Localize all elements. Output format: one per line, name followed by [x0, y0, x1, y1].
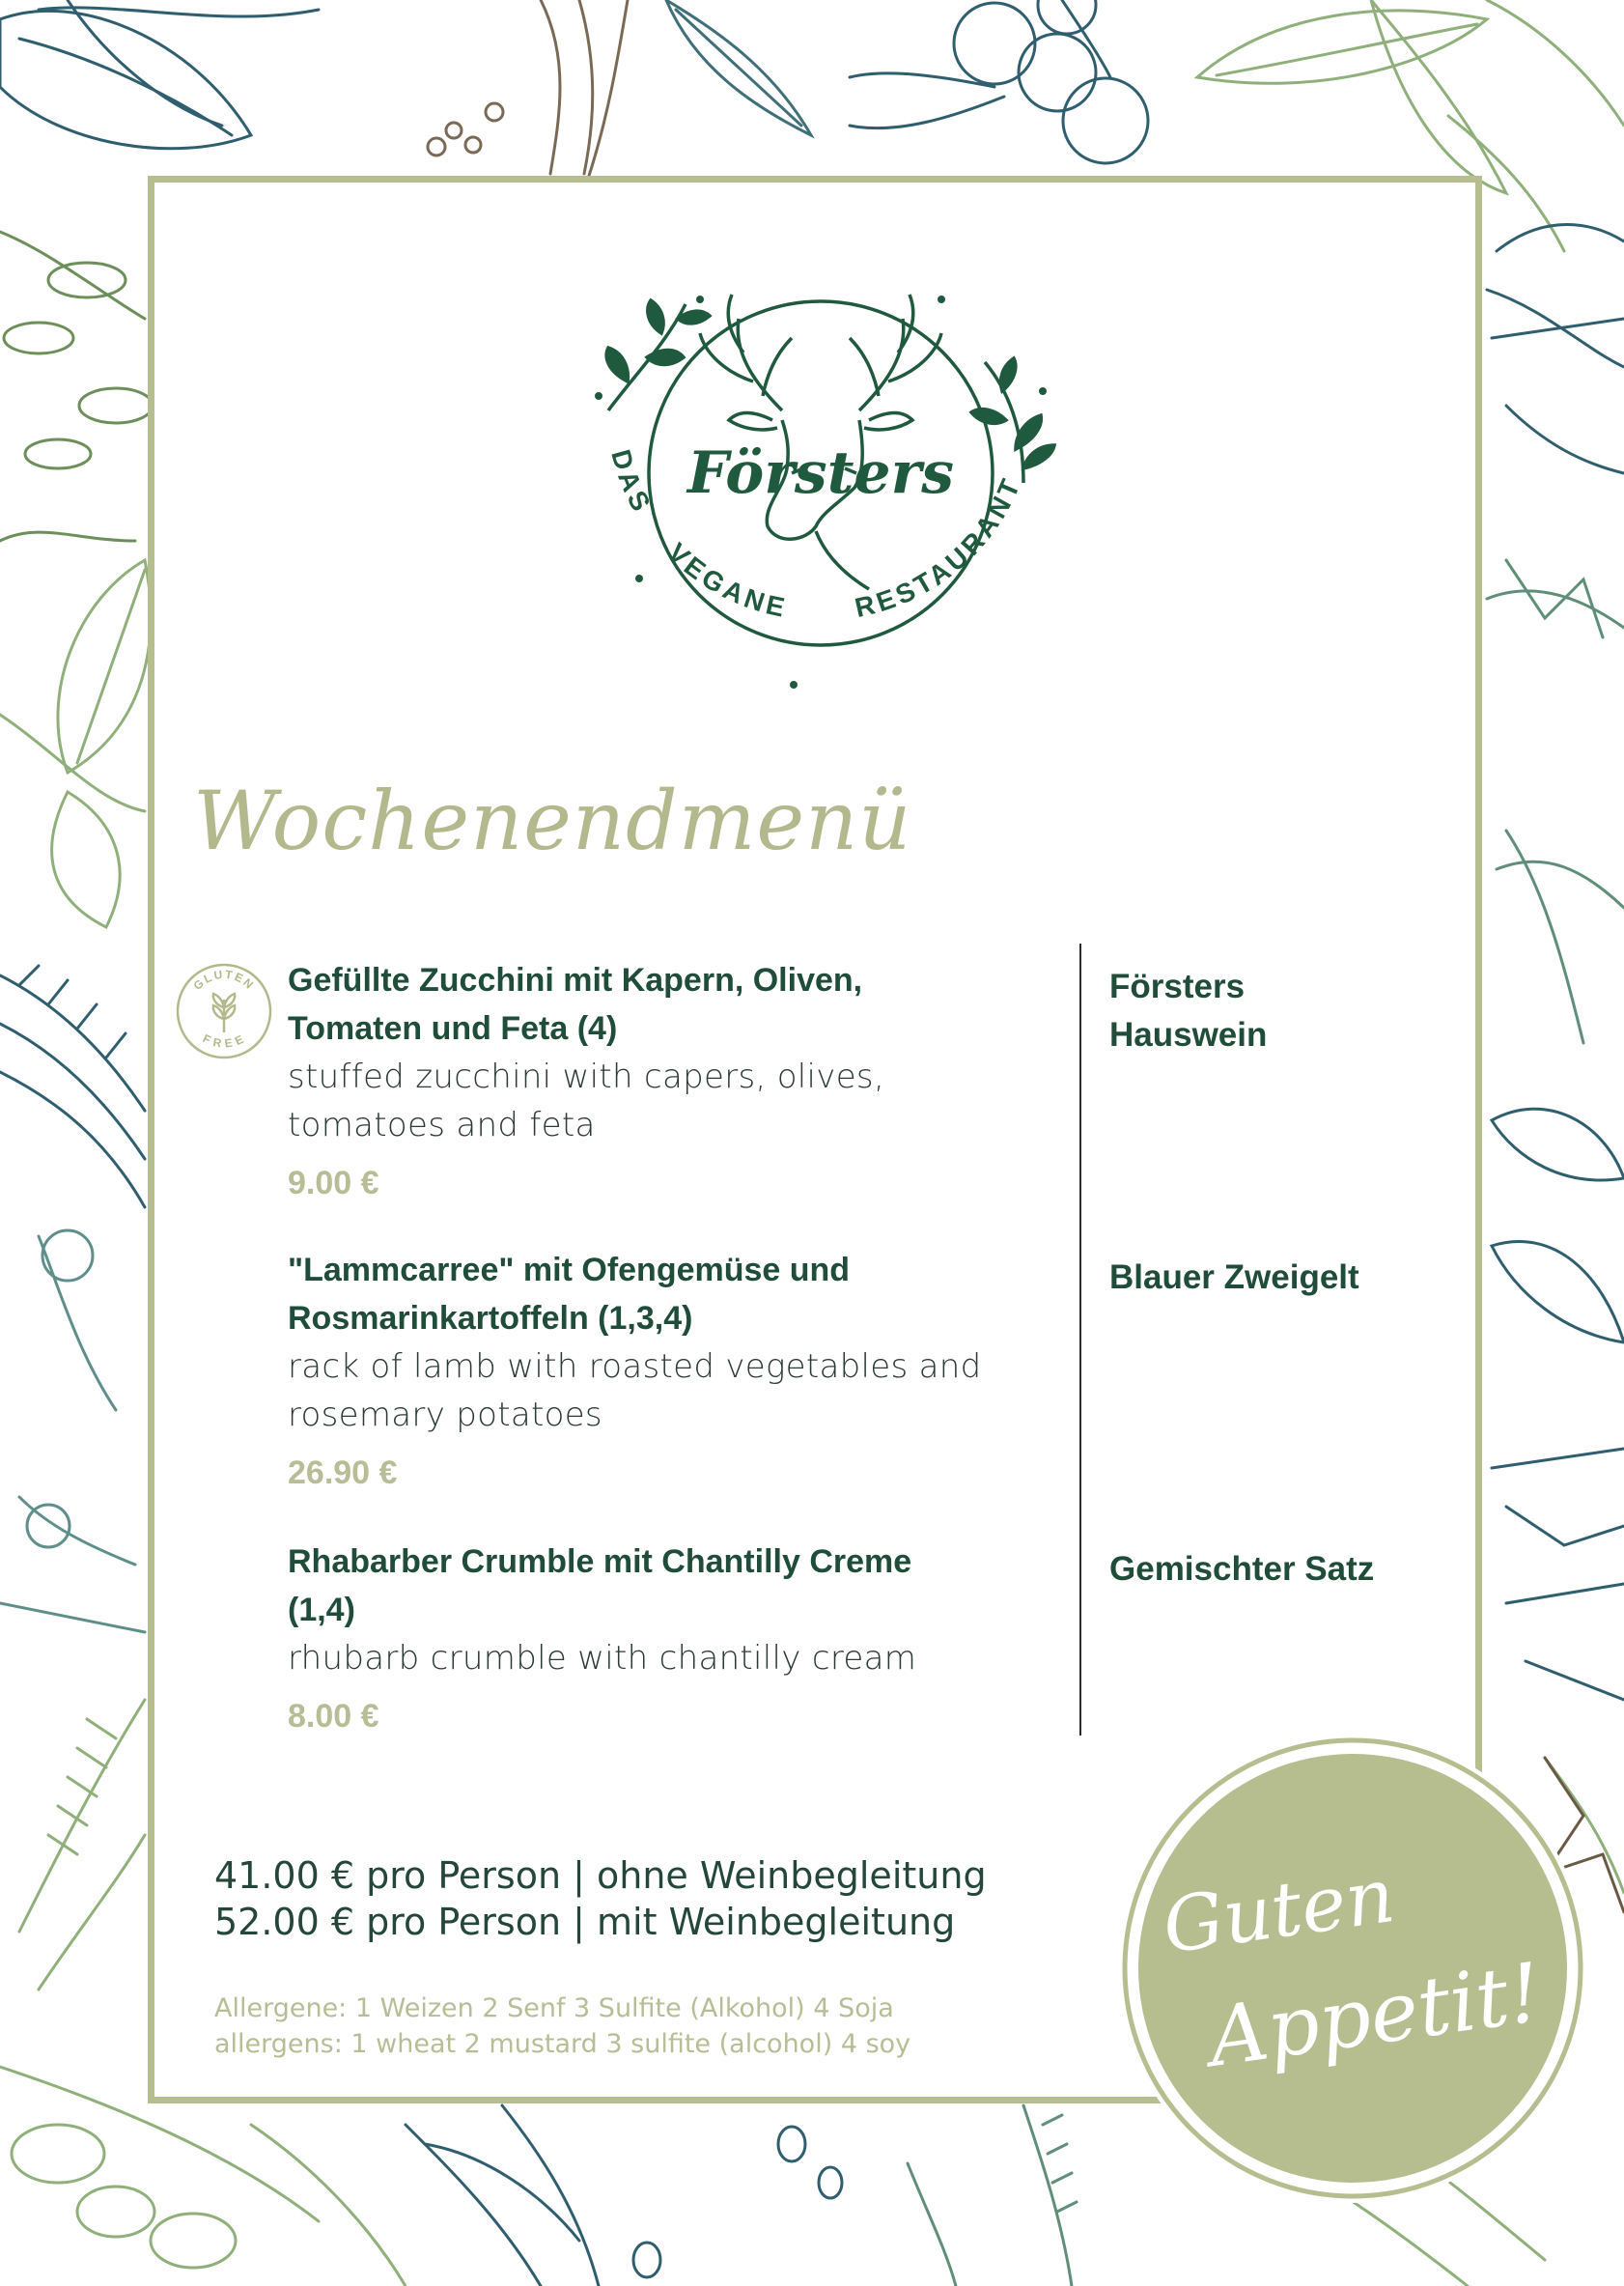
price-without-wine: 41.00 € pro Person | ohne Weinbegleitung: [214, 1854, 987, 1897]
stamp-text-appetit: Appetit!: [1202, 1944, 1548, 2085]
stamp-text-guten: Guten: [1158, 1851, 1400, 1971]
laurel-right-icon: [971, 358, 1054, 483]
dish-price: 26.90 €: [288, 1454, 398, 1491]
dish-name: Gefüllte Zucchini mit Kapern, Oliven, Tomaten und Feta (4): [288, 962, 863, 1047]
allergen-legend: [214, 1990, 1083, 2062]
price-with-wine: 52.00 € pro Person | mit Weinbegleitung: [214, 1901, 956, 1943]
guten-appetit-stamp: [1118, 1734, 1587, 2203]
wine-pairing: Blauer Zweigelt: [1109, 1258, 1359, 1296]
gluten-free-badge: [174, 961, 274, 1061]
root-decoration-top: [428, 0, 628, 176]
rosemary-decoration-left: [0, 966, 145, 1207]
menu-title: Wochenendmenü: [193, 774, 912, 868]
logo-ring-text-das: DAS: [605, 446, 658, 520]
dill-decoration-left: [0, 1230, 145, 1632]
leaf-decoration-left-middle: [0, 560, 151, 927]
column-divider: [1079, 944, 1081, 1736]
leaf-decoration-top-center: [666, 0, 811, 135]
leaf-decoration-top-left: [0, 0, 319, 149]
dish-price: 8.00 €: [288, 1698, 379, 1735]
badge-text-bottom: FREE: [200, 1031, 248, 1051]
herb-decoration-right-middle: [1487, 560, 1624, 1043]
leaf-decoration-left-upper: [0, 232, 153, 541]
wheat-icon: [213, 994, 235, 1032]
logo-ring-text-vegane: VEGANE: [661, 537, 792, 624]
dish-description: stuffed zucchini with capers, olives, tomatoes and feta: [288, 1058, 885, 1144]
berry-decoration-top: [850, 0, 1148, 163]
parsley-decoration-bottom: [406, 2105, 842, 2286]
restaurant-logo: [570, 266, 1072, 710]
menu-item: [288, 956, 1060, 1207]
menu-item: [288, 1246, 1060, 1497]
dish-name: "Lammcarree" mit Ofengemüse und Rosmarinkartoffeln (1,3,4): [288, 1252, 851, 1337]
herb-decoration-left-lower: [19, 1700, 145, 1990]
logo-brand-text: Försters: [686, 439, 955, 507]
logo-ring-text-restaurant: RESTAURANT: [852, 471, 1027, 624]
dish-description: rhubarb crumble with chantilly cream: [288, 1639, 917, 1678]
svg-text:FREE: [201, 1031, 247, 1051]
allergens-english: allergens: 1 wheat 2 mustard 3 sulfite (alcohol) 4 soy: [214, 2029, 911, 2059]
wine-pairing: Gemischter Satz: [1109, 1550, 1375, 1588]
wine-pairing: Försters Hauswein: [1109, 968, 1268, 1054]
badge-text-top: GLUTEN: [190, 967, 258, 993]
allergens-german: Allergene: 1 Weizen 2 Senf 3 Sulfite (Alkohol) 4 Soja: [214, 1993, 894, 2023]
leaf-decoration-right-lower: [1492, 1109, 1624, 1700]
dish-price: 9.00 €: [288, 1165, 379, 1201]
dish-description: rack of lamb with roasted vegetables and rosemary potatoes: [288, 1347, 982, 1434]
svg-text:VEGANE: [662, 537, 791, 623]
menu-item: [288, 1538, 1060, 1740]
dish-name: Rhabarber Crumble mit Chantilly Creme (1,4): [288, 1543, 912, 1628]
set-prices: [214, 1852, 1083, 1945]
herb-decoration-bottom-center: [908, 2105, 1077, 2286]
leaf-decoration-right-upper: [1487, 225, 1624, 474]
